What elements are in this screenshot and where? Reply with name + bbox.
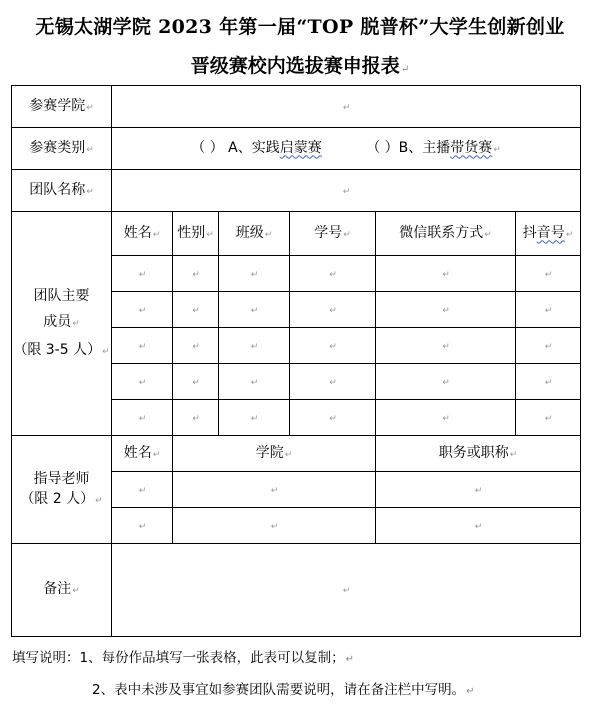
instructions-line1: 填写说明：1、每份作品填写一张表格，此表可以复制；↵	[12, 650, 354, 666]
member-cell[interactable]: ↵	[112, 364, 173, 400]
category-option-a[interactable]: （ ） A、实践启蒙赛	[191, 139, 322, 156]
member-cell[interactable]: ↵	[173, 400, 219, 436]
members-label: 团队主要 成员↵ （限 3-5 人）↵	[12, 212, 112, 436]
member-cell[interactable]: ↵	[290, 400, 376, 436]
member-header-douyin: 抖音号↵	[516, 212, 581, 256]
advisor-cell[interactable]: ↵	[173, 508, 376, 544]
member-cell[interactable]: ↵	[173, 292, 219, 328]
advisor-label: 指导老师 （限 2 人）↵	[12, 436, 112, 544]
member-header-student-id: 学号↵	[290, 212, 376, 256]
member-cell[interactable]: ↵	[516, 292, 581, 328]
member-cell[interactable]: ↵	[376, 400, 516, 436]
member-cell[interactable]: ↵	[219, 256, 290, 292]
advisor-cell[interactable]: ↵	[376, 472, 581, 508]
school-label: 参赛学院↵	[12, 86, 112, 128]
member-cell[interactable]: ↵	[219, 328, 290, 364]
member-cell[interactable]: ↵	[516, 328, 581, 364]
member-cell[interactable]: ↵	[516, 400, 581, 436]
member-cell[interactable]: ↵	[376, 364, 516, 400]
advisor-cell[interactable]: ↵	[112, 472, 173, 508]
member-cell[interactable]: ↵	[290, 328, 376, 364]
member-header-wechat: 微信联系方式↵	[376, 212, 516, 256]
form-title-line2: 晋级赛校内选拔赛申报表↵	[190, 55, 410, 77]
member-header-gender: 性别↵	[173, 212, 219, 256]
advisor-cell[interactable]: ↵	[173, 472, 376, 508]
member-cell[interactable]: ↵	[173, 328, 219, 364]
remarks-label: 备注↵	[12, 544, 112, 637]
member-header-name: 姓名↵	[112, 212, 173, 256]
member-cell[interactable]: ↵	[219, 400, 290, 436]
member-cell[interactable]: ↵	[516, 364, 581, 400]
member-cell[interactable]: ↵	[376, 256, 516, 292]
member-cell[interactable]: ↵	[173, 256, 219, 292]
team-name-input-cell[interactable]: ↵	[112, 170, 581, 212]
member-cell[interactable]: ↵	[173, 364, 219, 400]
advisor-cell[interactable]: ↵	[112, 508, 173, 544]
advisor-cell[interactable]: ↵	[376, 508, 581, 544]
member-cell[interactable]: ↵	[290, 256, 376, 292]
category-label: 参赛类别↵	[12, 128, 112, 170]
team-name-label: 团队名称↵	[12, 170, 112, 212]
instructions-line2: 2、表中未涉及事宜如参赛团队需要说明，请在备注栏中写明。↵	[92, 682, 475, 698]
advisor-header-title: 职务或职称↵	[376, 436, 581, 472]
remarks-input-cell[interactable]: ↵	[112, 544, 581, 637]
school-input-cell[interactable]: ↵	[112, 86, 581, 128]
registration-form-table	[11, 85, 581, 637]
member-cell[interactable]: ↵	[112, 328, 173, 364]
member-cell[interactable]: ↵	[219, 364, 290, 400]
member-cell[interactable]: ↵	[376, 328, 516, 364]
member-cell[interactable]: ↵	[219, 292, 290, 328]
paragraph-mark-icon: ↵	[400, 64, 410, 75]
category-option-b[interactable]: （ ）B、主播带货赛↵	[366, 139, 501, 156]
member-cell[interactable]: ↵	[376, 292, 516, 328]
member-cell[interactable]: ↵	[516, 256, 581, 292]
member-cell[interactable]: ↵	[112, 400, 173, 436]
member-cell[interactable]: ↵	[112, 292, 173, 328]
advisor-header-name: 姓名↵	[112, 436, 173, 472]
category-options-cell[interactable]	[112, 128, 581, 170]
member-cell[interactable]: ↵	[112, 256, 173, 292]
form-title-line1: 无锡太湖学院 2023 年第一届“TOP 脱普杯”大学生创新创业	[35, 16, 565, 38]
member-header-class: 班级↵	[219, 212, 290, 256]
advisor-header-school: 学院↵	[173, 436, 376, 472]
member-cell[interactable]: ↵	[290, 292, 376, 328]
member-cell[interactable]: ↵	[290, 364, 376, 400]
